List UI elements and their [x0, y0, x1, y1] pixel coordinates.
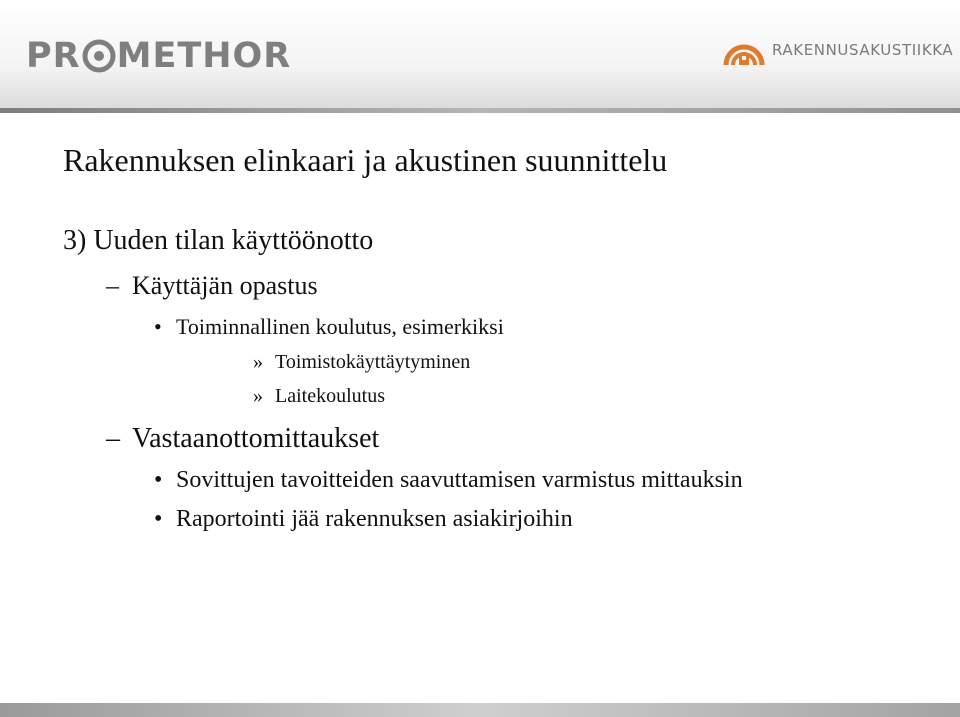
promethor-logo	[26, 36, 291, 76]
outline-item-level4	[253, 351, 470, 374]
slide-title: Rakennuksen elinkaari ja akustinen suunnittelu	[63, 142, 668, 178]
bullet-marker: •	[154, 506, 163, 532]
outline-item-level3	[154, 467, 743, 494]
bullet-marker: •	[154, 467, 163, 493]
rakennusakustiikka-logo-text: RAKENNUSAKUSTIIKKA	[772, 41, 954, 59]
footer-bar	[0, 703, 960, 717]
dash-marker: –	[106, 271, 119, 300]
target-o-icon	[82, 39, 116, 73]
outline-item-level2	[106, 423, 379, 455]
rakennusakustiikka-logo	[722, 30, 953, 70]
bullet-marker: •	[154, 314, 162, 339]
raquo-marker: »	[253, 351, 263, 373]
slide-header	[0, 0, 960, 112]
promethor-logo-text-start: PR	[26, 36, 81, 76]
outline-item-level2	[106, 271, 318, 301]
outline-item-level3	[154, 506, 573, 533]
header-divider	[0, 108, 960, 113]
outline-item-level4	[253, 385, 385, 408]
house-arch-icon	[722, 31, 766, 69]
outline-item-text: Vastaanottomittaukset	[132, 423, 380, 454]
raquo-marker: »	[253, 385, 263, 407]
outline-item-text: Käyttäjän opastus	[132, 271, 318, 300]
promethor-logo-text-end: METHOR	[116, 36, 292, 76]
outline-item-text: Raportointi jää rakennuksen asiakirjoihin	[176, 506, 573, 532]
dash-marker: –	[106, 423, 120, 454]
outline-heading-text: 3) Uuden tilan käyttöönotto	[63, 225, 374, 256]
outline-item-text: Toimistokäyttäytyminen	[275, 351, 471, 373]
outline-heading	[63, 225, 373, 257]
outline-item-level3	[154, 314, 504, 340]
outline-item-text: Toiminnallinen koulutus, esimerkiksi	[176, 314, 504, 339]
outline-item-text: Sovittujen tavoitteiden saavuttamisen varmistus mittauksin	[176, 467, 743, 493]
outline-item-text: Laitekoulutus	[275, 385, 385, 407]
